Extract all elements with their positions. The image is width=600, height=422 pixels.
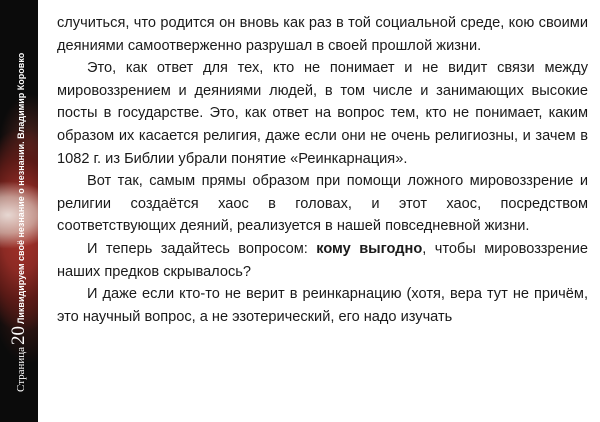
paragraph-2: Это, как ответ для тех, кто не понимает и не видит связи между мировоззрением и деяниями людей, в том числе и занимающих высокие посты в государстве. Это, как ответ на вопрос тем, кто не понимает, каким образом их касается религия, даже если они не очень религиозны, и зачем в 1082 г. из Библии убрали понятие «Реинкарнация». [57,60,588,167]
paragraph-3: Вот так, самым прямы образом при помощи ложного мировоззрение и религии создаётся хаос в головах, и этот хаос, посредством соответствующих деяний, реализуется в нашей повседневной жизни. [57,173,588,235]
emphasis-text: кому выгодно [316,240,423,257]
book-title: Ликвидируем своё незнание о незнании. Владимир Коровко [16,52,26,324]
page-body [57,12,588,328]
paragraph-1: случиться, что родится он вновь как раз в той социальной среде, кою своими деяниями самоотверженно разрушал в своей прошлой жизни. [57,15,588,54]
paragraph-4 [57,238,588,283]
paragraph-4-start: И теперь задайтесь вопросом: [87,240,317,257]
paragraph-4-end: , чтобы мировоззрение наших предков скрывалось? [57,240,588,280]
page-number: 20 [8,325,29,345]
page-label: Страница [15,346,27,392]
page-info [8,0,29,392]
paragraph-5: И даже если кто-то не верит в реинкарнацию (хотя, вера тут не причём, это научный вопрос, а не эзотерический, его надо изучать [57,286,588,325]
sidebar [0,0,38,422]
